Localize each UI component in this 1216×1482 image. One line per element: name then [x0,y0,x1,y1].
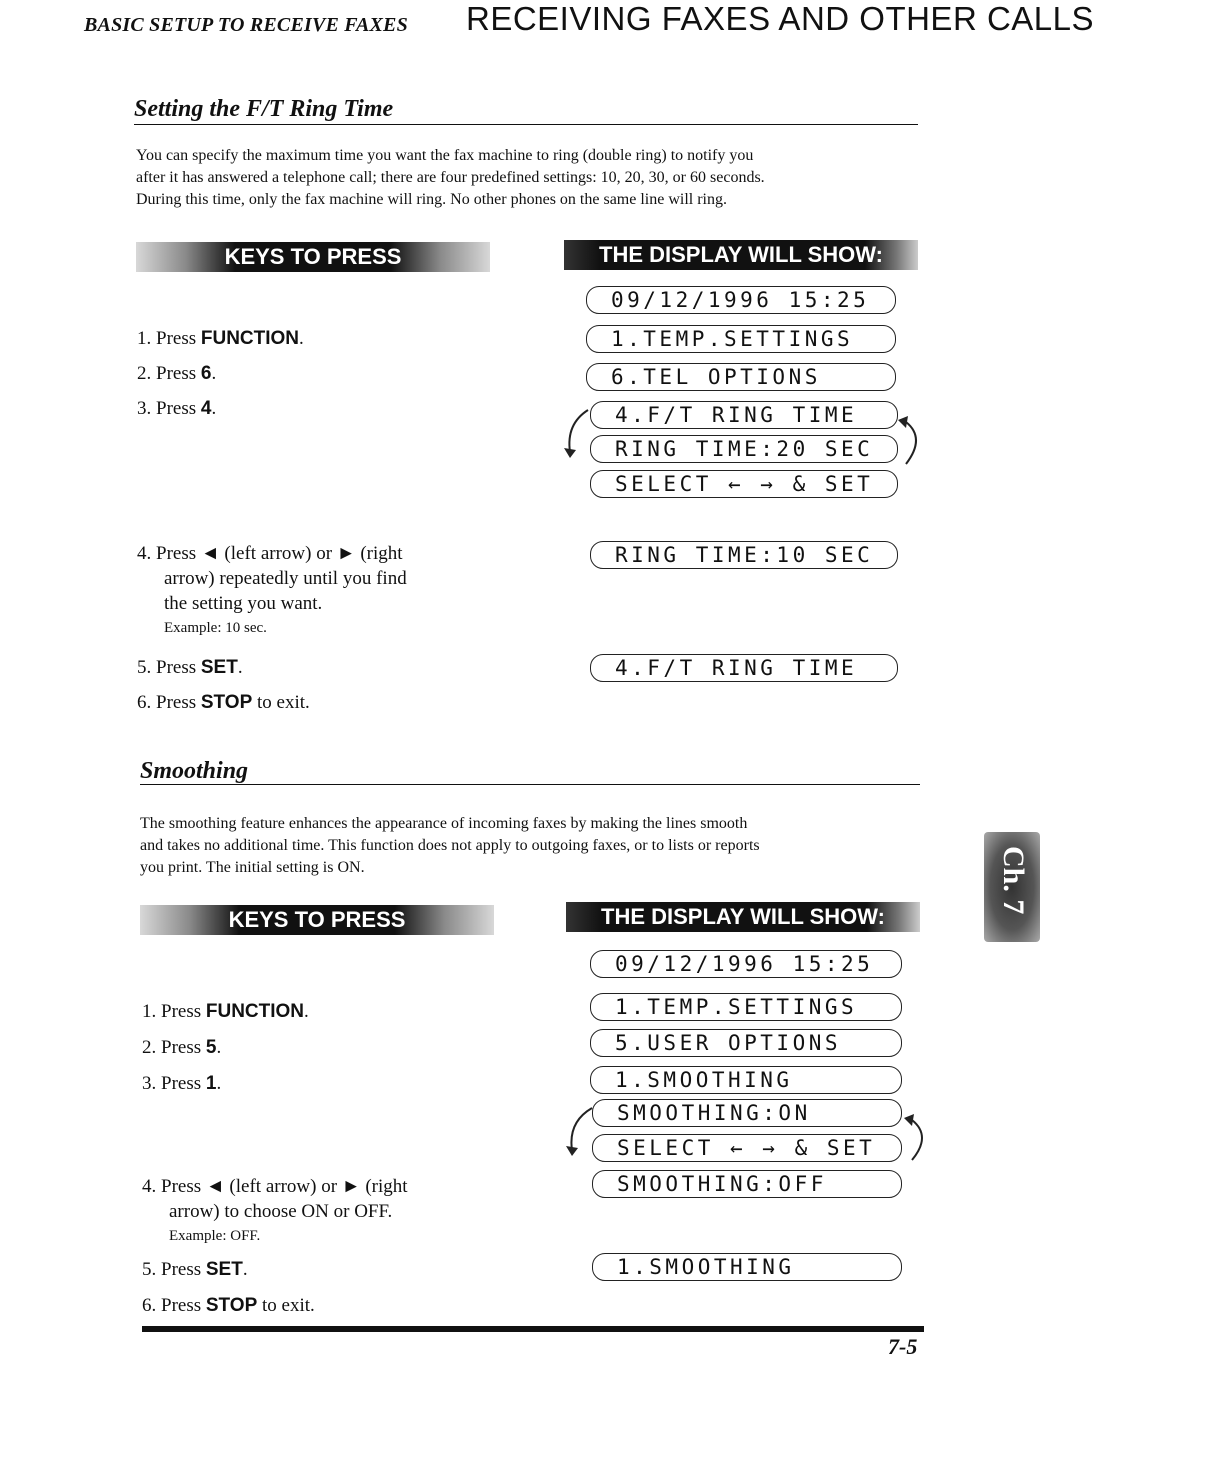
step-number: 5. [142,1259,157,1280]
step-1 [137,326,304,351]
footer-rule [142,1326,924,1332]
lcd-display: 4.F/T RING TIME [590,654,898,682]
step-text: Press [156,657,201,678]
step-2 [137,361,216,386]
lcd-display: SELECT ← → & SET [590,470,898,498]
lcd-display: 09/12/1996 15:25 [590,950,902,978]
intro-line: and takes no additional time. This function does not apply to outgoing faxes, or to lists or reports [140,837,760,854]
ft-ring-intro [136,145,765,211]
step-text: to exit. [252,692,310,713]
keys-to-press-band: KEYS TO PRESS [136,242,490,272]
step-text: Press [156,398,201,419]
running-header-section: BASIC SETUP TO RECEIVE FAXES [84,14,408,36]
display-will-show-band: THE DISPLAY WILL SHOW: [564,240,918,270]
step-number: 6. [137,692,152,713]
key-label: 1 [205,1073,217,1094]
step-number: 1. [142,1001,157,1022]
running-header-chapter: RECEIVING FAXES AND OTHER CALLS [466,0,1094,37]
page-number: 7-5 [888,1334,918,1359]
step-text: arrow) to choose ON or OFF. [169,1201,393,1222]
lcd-display: 09/12/1996 15:25 [586,286,896,314]
key-label: FUNCTION [205,1001,305,1022]
step-text: . [242,1259,248,1280]
step-3 [137,396,216,421]
step-3 [142,1071,221,1096]
step-number: 2. [137,363,152,384]
step-text: Press [161,1001,206,1022]
lcd-display: SELECT ← → & SET [592,1134,902,1162]
section-title-smoothing: Smoothing [140,758,249,784]
step-6 [142,1293,315,1318]
chapter-tab [984,832,1040,942]
section-title-ft-ring: Setting the F/T Ring Time [134,96,394,122]
intro-line: after it has answered a telephone call; there are four predefined settings: 10, 20, 30, or 60 seconds. [136,169,765,186]
lcd-display: 1.TEMP.SETTINGS [590,993,902,1021]
section-rule [134,124,918,125]
step-text: Press [156,328,201,349]
display-will-show-band: THE DISPLAY WILL SHOW: [566,902,920,932]
step-example: Example: OFF. [169,1228,261,1244]
keys-to-press-band: KEYS TO PRESS [140,905,494,935]
step-5 [142,1257,248,1282]
lcd-display: SMOOTHING:OFF [592,1170,902,1198]
alternating-display-arrows-icon [560,398,930,474]
lcd-display: 6.TEL OPTIONS [586,363,896,391]
lcd-display: SMOOTHING:ON [592,1099,902,1127]
lcd-display: 1.SMOOTHING [590,1066,902,1094]
key-label: FUNCTION [200,328,300,349]
step-4 [142,1174,408,1249]
key-label: SET [200,657,238,678]
lcd-display: RING TIME:20 SEC [590,435,898,463]
lcd-display: 5.USER OPTIONS [590,1029,902,1057]
smoothing-intro [140,813,760,879]
step-1 [142,999,309,1024]
step-number: 6. [142,1295,157,1316]
step-number: 3. [137,398,152,419]
step-number: 4. [137,543,152,564]
intro-line: You can specify the maximum time you want the fax machine to ring (double ring) to notify you [136,147,754,164]
step-text: Press [156,363,201,384]
lcd-display: RING TIME:10 SEC [590,541,898,569]
lcd-display: 4.F/T RING TIME [590,401,898,429]
step-text: arrow) repeatedly until you find [164,568,407,589]
key-label: STOP [200,692,253,713]
step-text: . [299,328,304,349]
step-4 [137,541,407,641]
step-number: 2. [142,1037,157,1058]
key-label: 6 [200,363,212,384]
step-number: 3. [142,1073,157,1094]
lcd-display: 1.TEMP.SETTINGS [586,325,896,353]
step-2 [142,1035,221,1060]
step-text: Press [161,1037,206,1058]
intro-line: The smoothing feature enhances the appearance of incoming faxes by making the lines smooth [140,815,748,832]
step-text: Press [161,1073,206,1094]
alternating-display-arrows-icon [562,1096,936,1170]
step-number: 1. [137,328,152,349]
step-text: Press [156,692,201,713]
intro-line: you print. The initial setting is ON. [140,859,365,876]
key-label: STOP [205,1295,258,1316]
step-text: . [216,1037,222,1058]
lcd-display: 1.SMOOTHING [592,1253,902,1281]
step-text: Press ◄ (left arrow) or ► (right [156,543,403,564]
step-number: 5. [137,657,152,678]
step-text: Press ◄ (left arrow) or ► (right [161,1176,408,1197]
step-text: . [304,1001,309,1022]
step-text: the setting you want. [164,593,323,614]
key-label: 4 [200,398,212,419]
intro-line: During this time, only the fax machine will ring. No other phones on the same line will ring. [136,191,727,208]
section-rule [140,784,920,785]
step-6 [137,690,310,715]
step-example: Example: 10 sec. [164,620,267,636]
step-5 [137,655,243,680]
step-text: . [216,1073,222,1094]
step-text: . [211,363,217,384]
step-text: . [237,657,243,678]
step-text: to exit. [257,1295,315,1316]
step-text: Press [161,1259,206,1280]
key-label: 5 [205,1037,217,1058]
key-label: SET [205,1259,243,1280]
step-text: Press [161,1295,206,1316]
step-text: . [211,398,217,419]
step-number: 4. [142,1176,157,1197]
chapter-tab-label: Ch. 7 [997,846,1030,915]
